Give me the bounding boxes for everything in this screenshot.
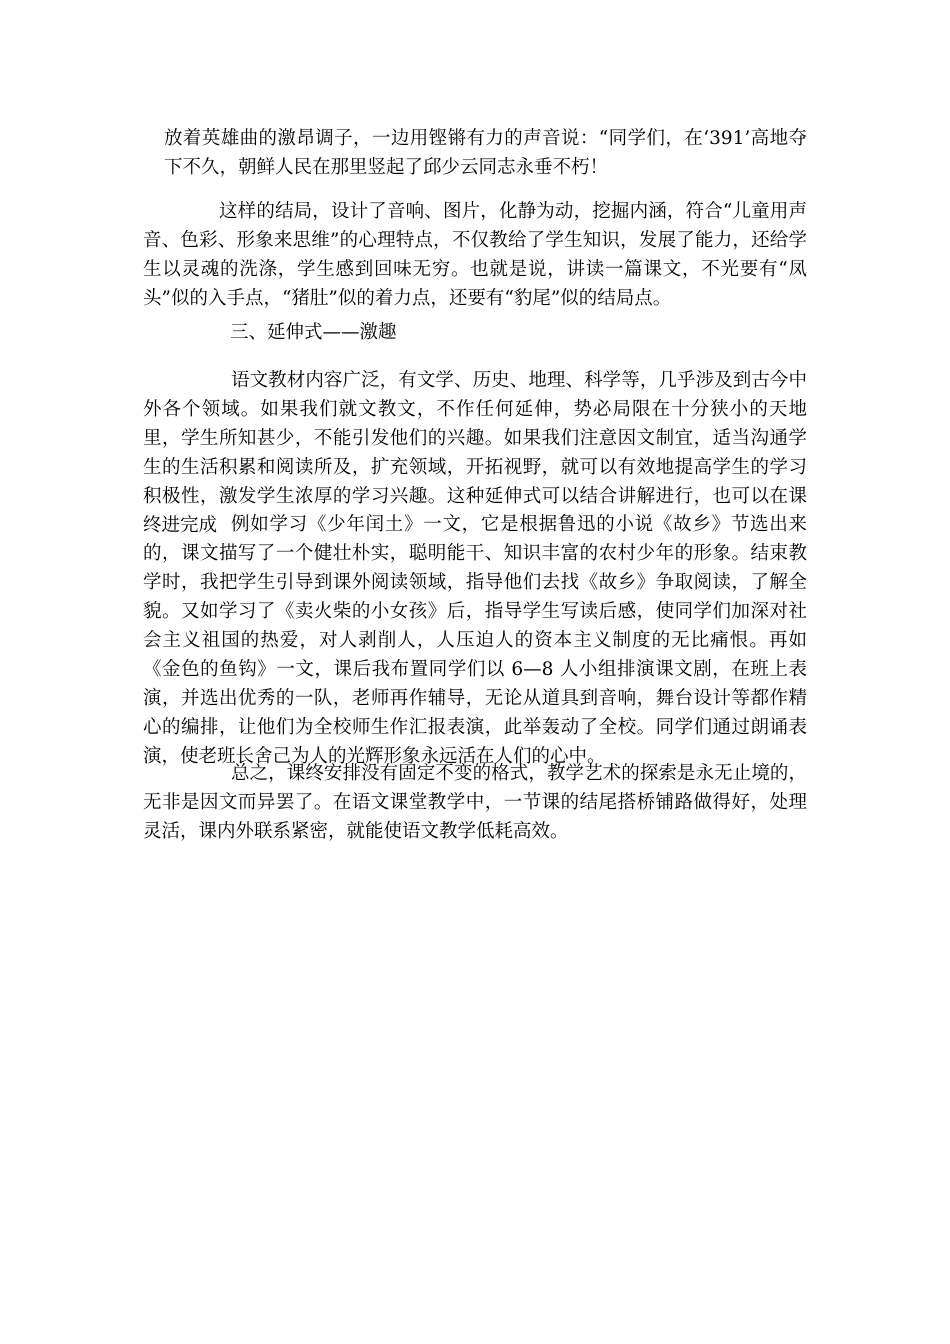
paragraph-extension-intro: 语文教材内容广泛，有文学、历史、地理、科学等，几乎涉及到古今中外各个领域。如果我们就文教文，不作任何延伸，势必局限在十分狭小的天地里，学生所知甚少，不能引发他们的兴趣。如果我们注意因文制宜，适当沟通学生的生活积累和阅读所及，扩充领域，开拓视野，就可以有效地提高学生的学习积极性，激发学生浓厚的学习兴趣。这种延伸式可以结合讲解进行，也可以在课终进完成 bbox=[143, 370, 807, 536]
paragraph-extension-examples: 例如学习《少年闰土》一文，它是根据鲁迅的小说《故乡》节选出来的，课文描写了一个健壮朴实，聪明能干、知识丰富的农村少年的形象。结束教学时，我把学生引导到课外阅读领域，指导他们去找《故乡》争取阅读，了解全貌。又如学习了《卖火柴的小女孩》后，指导学生写读后感，使同学们加深对社会主义祖国的热爱，对人剥削人，人压迫人的资本主义制度的无比痛恨。再如《金色的鱼钩》一文，课后我布置同学们以 6—8 人小组排演课文剧，在班上表演，并选出优秀的一队，老师再作辅导，无论从道具到音响，舞台设计等都作精心的编排，让他们为全校师生作汇报表演，此举轰动了全校。同学们通过朗诵表演，使老班长舍己为人的光辉形象永远活在人们的心中。 bbox=[143, 514, 807, 767]
paragraph-story-ending: 放着英雄曲的激昂调子，一边用铿锵有力的声音说：“同学们，在‘391’高地夺下不久，朝鲜人民在那里竖起了邱少云同志永垂不朽！ bbox=[164, 128, 807, 178]
paragraph-conclusion: 总之，课终安排没有固定不变的格式，教学艺术的探索是永无止境的，无非是因文而异罢了。在语文课堂教学中，一节课的结尾搭桥铺路做得好，处理灵活，课内外联系紧密，就能使语文教学低耗高效。 bbox=[143, 763, 807, 842]
section-heading-extension: 三、延伸式——激趣 bbox=[230, 322, 397, 343]
paragraph-ending-analysis: 这样的结局，设计了音响、图片，化静为动，挖掘内涵，符合“儿童用声音、色彩、形象来思维”的心理特点，不仅教给了学生知识，发展了能力，还给学生以灵魂的洗涤，学生感到回味无穷。也就是说，讲读一篇课文，不光要有“凤头”似的入手点，“猪肚”似的着力点，还要有“豹尾”似的结局点。 bbox=[143, 201, 807, 309]
